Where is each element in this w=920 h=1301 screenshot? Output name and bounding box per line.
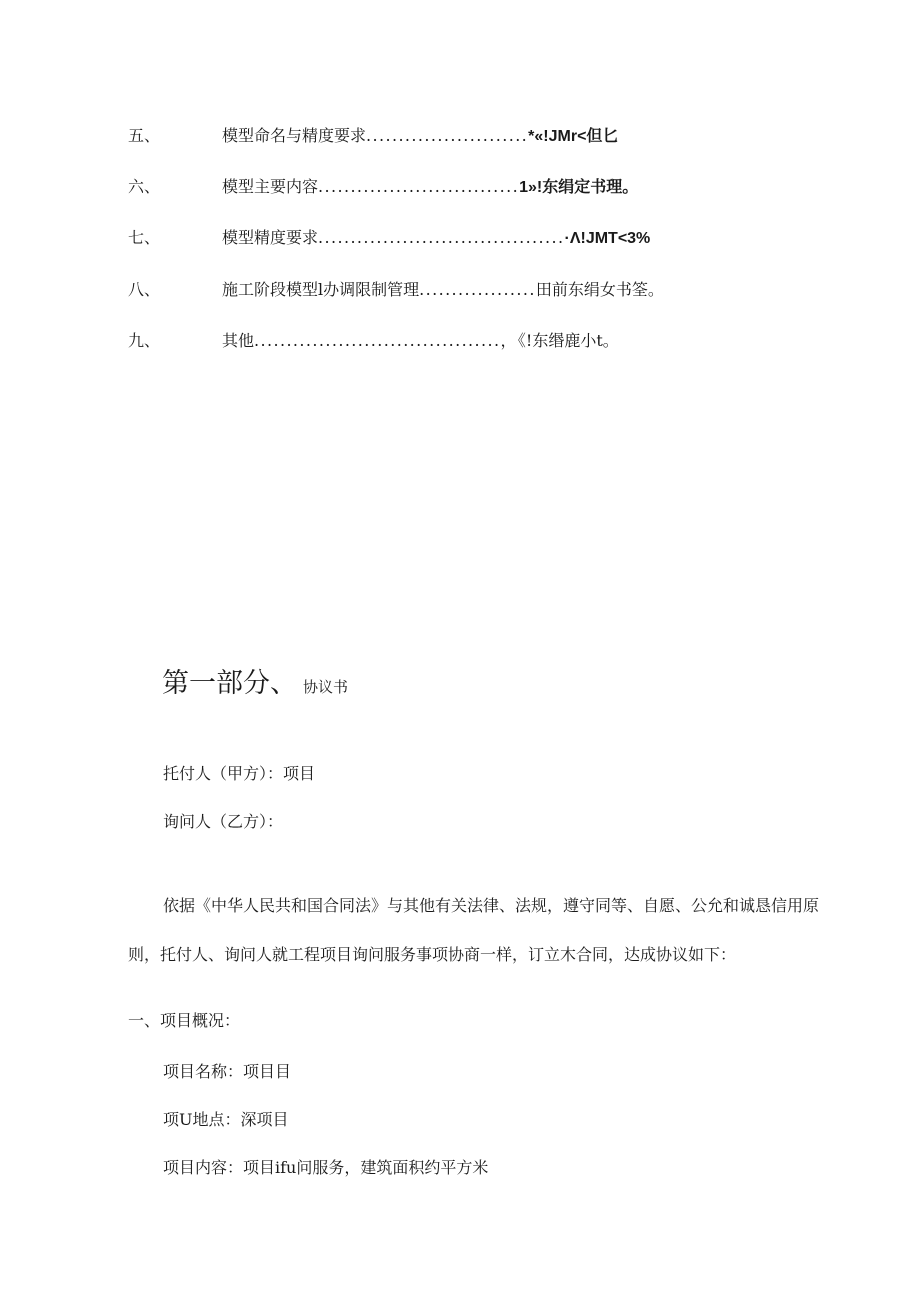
toc-item-page-ref: 田前东绢女书筌。 xyxy=(535,280,664,299)
part-heading xyxy=(162,664,348,707)
toc-item-title: 模型命名与精度要求 xyxy=(222,126,367,145)
toc-item-leader: ...................................... xyxy=(318,228,565,247)
toc-item-text xyxy=(222,223,650,254)
part-subtitle: 协议书 xyxy=(303,678,349,696)
toc-item[interactable] xyxy=(0,275,920,305)
toc-item-number: 六、 xyxy=(128,177,161,196)
toc-item-page-ref: ·Λ!JMT<3% xyxy=(564,230,651,247)
client-party-line: 托付人（甲方）：项目 xyxy=(163,764,316,783)
toc-item-title: 模型精度要求 xyxy=(222,228,319,247)
toc-item-title: 模型主要内容 xyxy=(222,177,319,196)
consultant-party-line: 询问人（乙方）： xyxy=(163,812,284,831)
section-heading: 一、项目概况： xyxy=(128,1011,241,1030)
toc-item-leader: .................. xyxy=(419,280,536,299)
toc-item-text xyxy=(222,172,638,203)
toc-item[interactable] xyxy=(0,326,920,356)
toc-item-page-ref: 《!东缗鹿小t。 xyxy=(517,331,619,350)
toc-item-number: 九、 xyxy=(128,331,161,350)
toc-item-page-ref: *«!JMr<但匕 xyxy=(528,128,619,145)
toc-item-leader: ......................................， xyxy=(254,331,518,350)
toc-item-leader: ......................... xyxy=(366,126,529,145)
toc-item-number: 七、 xyxy=(128,228,161,247)
project-content-line: 项目内容：项目ifu问服务，建筑面积约平方米 xyxy=(163,1158,489,1177)
toc-item-title: 施工阶段模型l办调限制管理 xyxy=(222,280,420,299)
toc-item-number: 八、 xyxy=(128,280,161,299)
project-name-line: 项目名称：项目目 xyxy=(163,1062,292,1081)
part-title: 第一部分、 xyxy=(162,668,297,699)
toc-item-text xyxy=(222,275,664,305)
toc-item[interactable] xyxy=(0,223,920,253)
toc-item[interactable] xyxy=(0,121,920,151)
intro-paragraph-line-1: 依据《中华人民共和国合同法》与其他有关法律、法规，遵守同等、自愿、公允和诚恳信用原 xyxy=(163,896,820,915)
toc-item-text xyxy=(222,121,618,152)
toc-item-leader: ............................... xyxy=(318,177,520,196)
toc-item-text xyxy=(222,326,619,356)
toc-item-page-ref: 1»!东绢定书理。 xyxy=(519,179,639,196)
intro-paragraph-line-2: 则，托付人、询问人就工程项目询问服务事项协商一样，订立木合同，达成协议如下： xyxy=(128,945,737,964)
toc-item-number: 五、 xyxy=(128,126,161,145)
toc-item-title: 其他 xyxy=(222,331,255,350)
toc-item[interactable] xyxy=(0,172,920,202)
project-location-line: 项U地点：深项目 xyxy=(163,1110,289,1129)
